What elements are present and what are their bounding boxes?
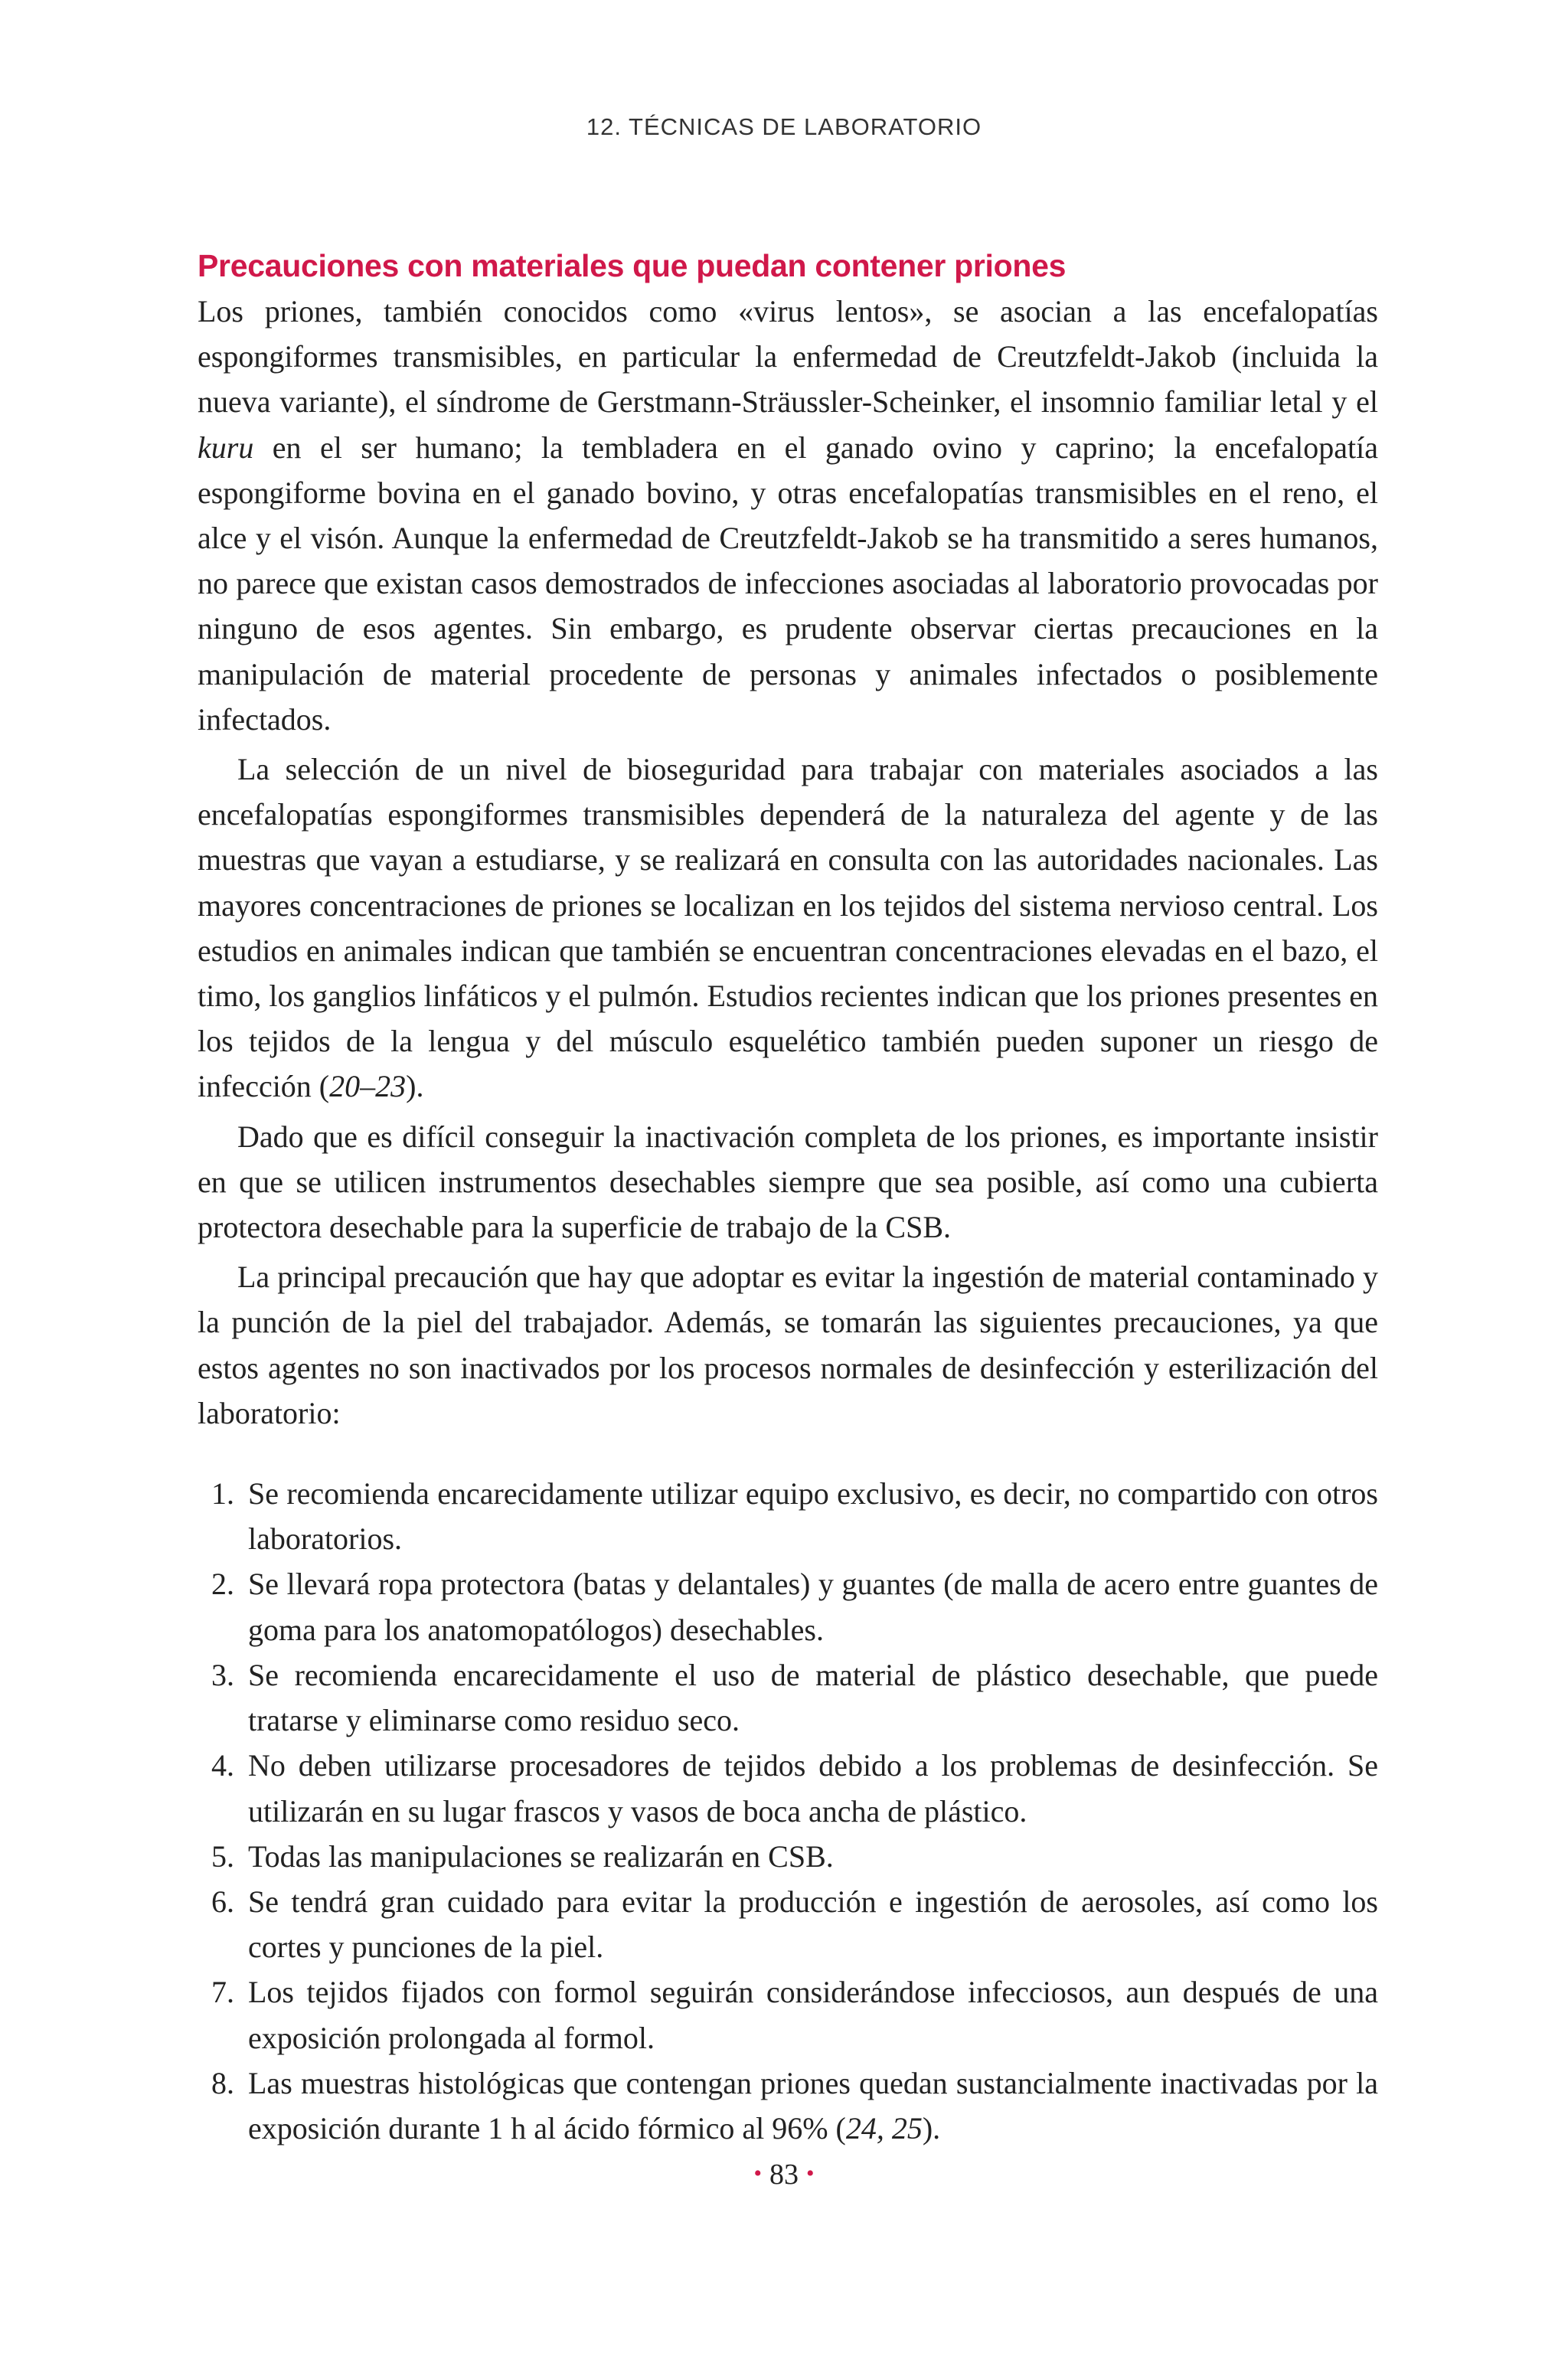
bullet-right: •: [806, 2161, 815, 2186]
list-item-number: 3.: [211, 1657, 234, 1692]
list-item: [198, 2061, 1378, 2151]
list-item: [198, 1969, 1378, 2060]
bullet-left: •: [753, 2161, 762, 2186]
list-item-number: 4.: [211, 1748, 234, 1783]
page-number: 83: [769, 2159, 799, 2191]
list-item-text-b: ).: [922, 2110, 941, 2145]
list-item: [198, 1561, 1378, 1652]
list-item: [198, 1471, 1378, 1561]
paragraph-3: Dado que es difícil conseguir la inactivación completa de los priones, es importante insistir en que se utilicen instrumentos desechables siempre que sea posible, así como una cubierta protectora desechable para la superficie de trabajo de la CSB.: [198, 1119, 1378, 1245]
paragraph-2-text-b: ).: [406, 1069, 424, 1104]
paragraph-1: [198, 289, 1378, 742]
paragraph-2-text-a: La selección de un nivel de bioseguridad para trabajar con materiales asociados a las encefalopatías espongiformes transmisibles dependerá de la naturaleza del agente y de las muestras que vayan a estudiarse, y se realizará en consulta con las autoridades nacionales. Las mayores concentraciones de priones se localizan en los tejidos del sistema nervioso central. Los estudios en animales indican que también se encuentran concentraciones elevadas en el bazo, el timo, los ganglios linfáticos y el pulmón. Estudios recientes indican que los priones presentes en los tejidos de la lengua y del músculo esquelético también pueden suponer un riesgo de infección (: [198, 752, 1378, 1104]
list-item: [198, 1652, 1378, 1743]
list-item-text: Se recomienda encarecidamente el uso de material de plástico desechable, que puede tratarse y eliminarse como residuo seco.: [248, 1657, 1378, 1738]
precautions-list: [198, 1471, 1378, 2151]
list-item-text-a: Las muestras histológicas que contengan priones quedan sustancialmente inactivadas por la exposición durante 1 h al ácido fórmico al 96% (: [248, 2065, 1378, 2145]
section-title: Precauciones con materiales que puedan contener priones: [198, 248, 1067, 283]
page-content: [198, 243, 1378, 2151]
list-item-text: Los tejidos fijados con formol seguirán considerándose infecciosos, aun después de una exposición prolongada al formol.: [248, 1975, 1378, 2055]
list-item-number: 1.: [211, 1476, 234, 1511]
paragraph-2: [198, 747, 1378, 1110]
list-item-number: 8.: [211, 2065, 234, 2100]
list-item-number: 6.: [211, 1884, 234, 1919]
list-item-text: Se recomienda encarecidamente utilizar equipo exclusivo, es decir, no compartido con otros laboratorios.: [248, 1476, 1378, 1557]
paragraph-1-kuru: kuru: [198, 430, 254, 465]
list-item-number: 5.: [211, 1838, 234, 1874]
paragraph-1-text-a: Los priones, también conocidos como «virus lentos», se asocian a las encefalopatías espongiformes transmisibles, en particular la enfermedad de Creutzfeldt-Jakob (incluida la nueva variante), el síndrome de Gerstmann-Sträussler-Scheinker, el insomnio familiar letal y el: [198, 294, 1378, 420]
list-item-text: Se llevará ropa protectora (batas y delantales) y guantes (de malla de acero entre guantes de goma para los anatomopatólogos) desechables.: [248, 1567, 1378, 1647]
page-number-footer: [0, 2158, 1568, 2191]
list-item-number: 7.: [211, 1975, 234, 2010]
running-header: 12. TÉCNICAS DE LABORATORIO: [586, 113, 982, 140]
list-item: [198, 1879, 1378, 1969]
list-item-reference: 24, 25: [845, 2110, 923, 2145]
list-item: [198, 1834, 1378, 1879]
list-item-text: Todas las manipulaciones se realizarán en CSB.: [248, 1838, 834, 1874]
list-item: [198, 1743, 1378, 1833]
list-item-text: Se tendrá gran cuidado para evitar la producción e ingestión de aerosoles, así como los cortes y punciones de la piel.: [248, 1884, 1378, 1965]
list-item-text: No deben utilizarse procesadores de tejidos debido a los problemas de desinfección. Se utilizarán en su lugar frascos y vasos de boca ancha de plástico.: [248, 1748, 1378, 1828]
paragraph-4: La principal precaución que hay que adoptar es evitar la ingestión de material contaminado y la punción de la piel del trabajador. Además, se tomarán las siguientes precauciones, ya que estos agentes no son inactivados por los procesos normales de desinfección y esterilización del laboratorio:: [198, 1260, 1378, 1430]
paragraph-1-text-b: en el ser humano; la tembladera en el ganado ovino y caprino; la encefalopatía espongiforme bovina en el ganado bovino, y otras encefalopatías transmisibles en el reno, el alce y el visón. Aunque la enfermedad de Creutzfeldt-Jakob se ha transmitido a seres humanos, no parece que existan casos demostrados de infecciones asociadas al laboratorio provocadas por ninguno de esos agentes. Sin embargo, es prudente observar ciertas precauciones en la manipulación de material procedente de personas y animales infectados o posiblemente infectados.: [198, 430, 1378, 737]
paragraph-2-reference: 20–23: [329, 1069, 407, 1104]
list-item-number: 2.: [211, 1567, 234, 1602]
